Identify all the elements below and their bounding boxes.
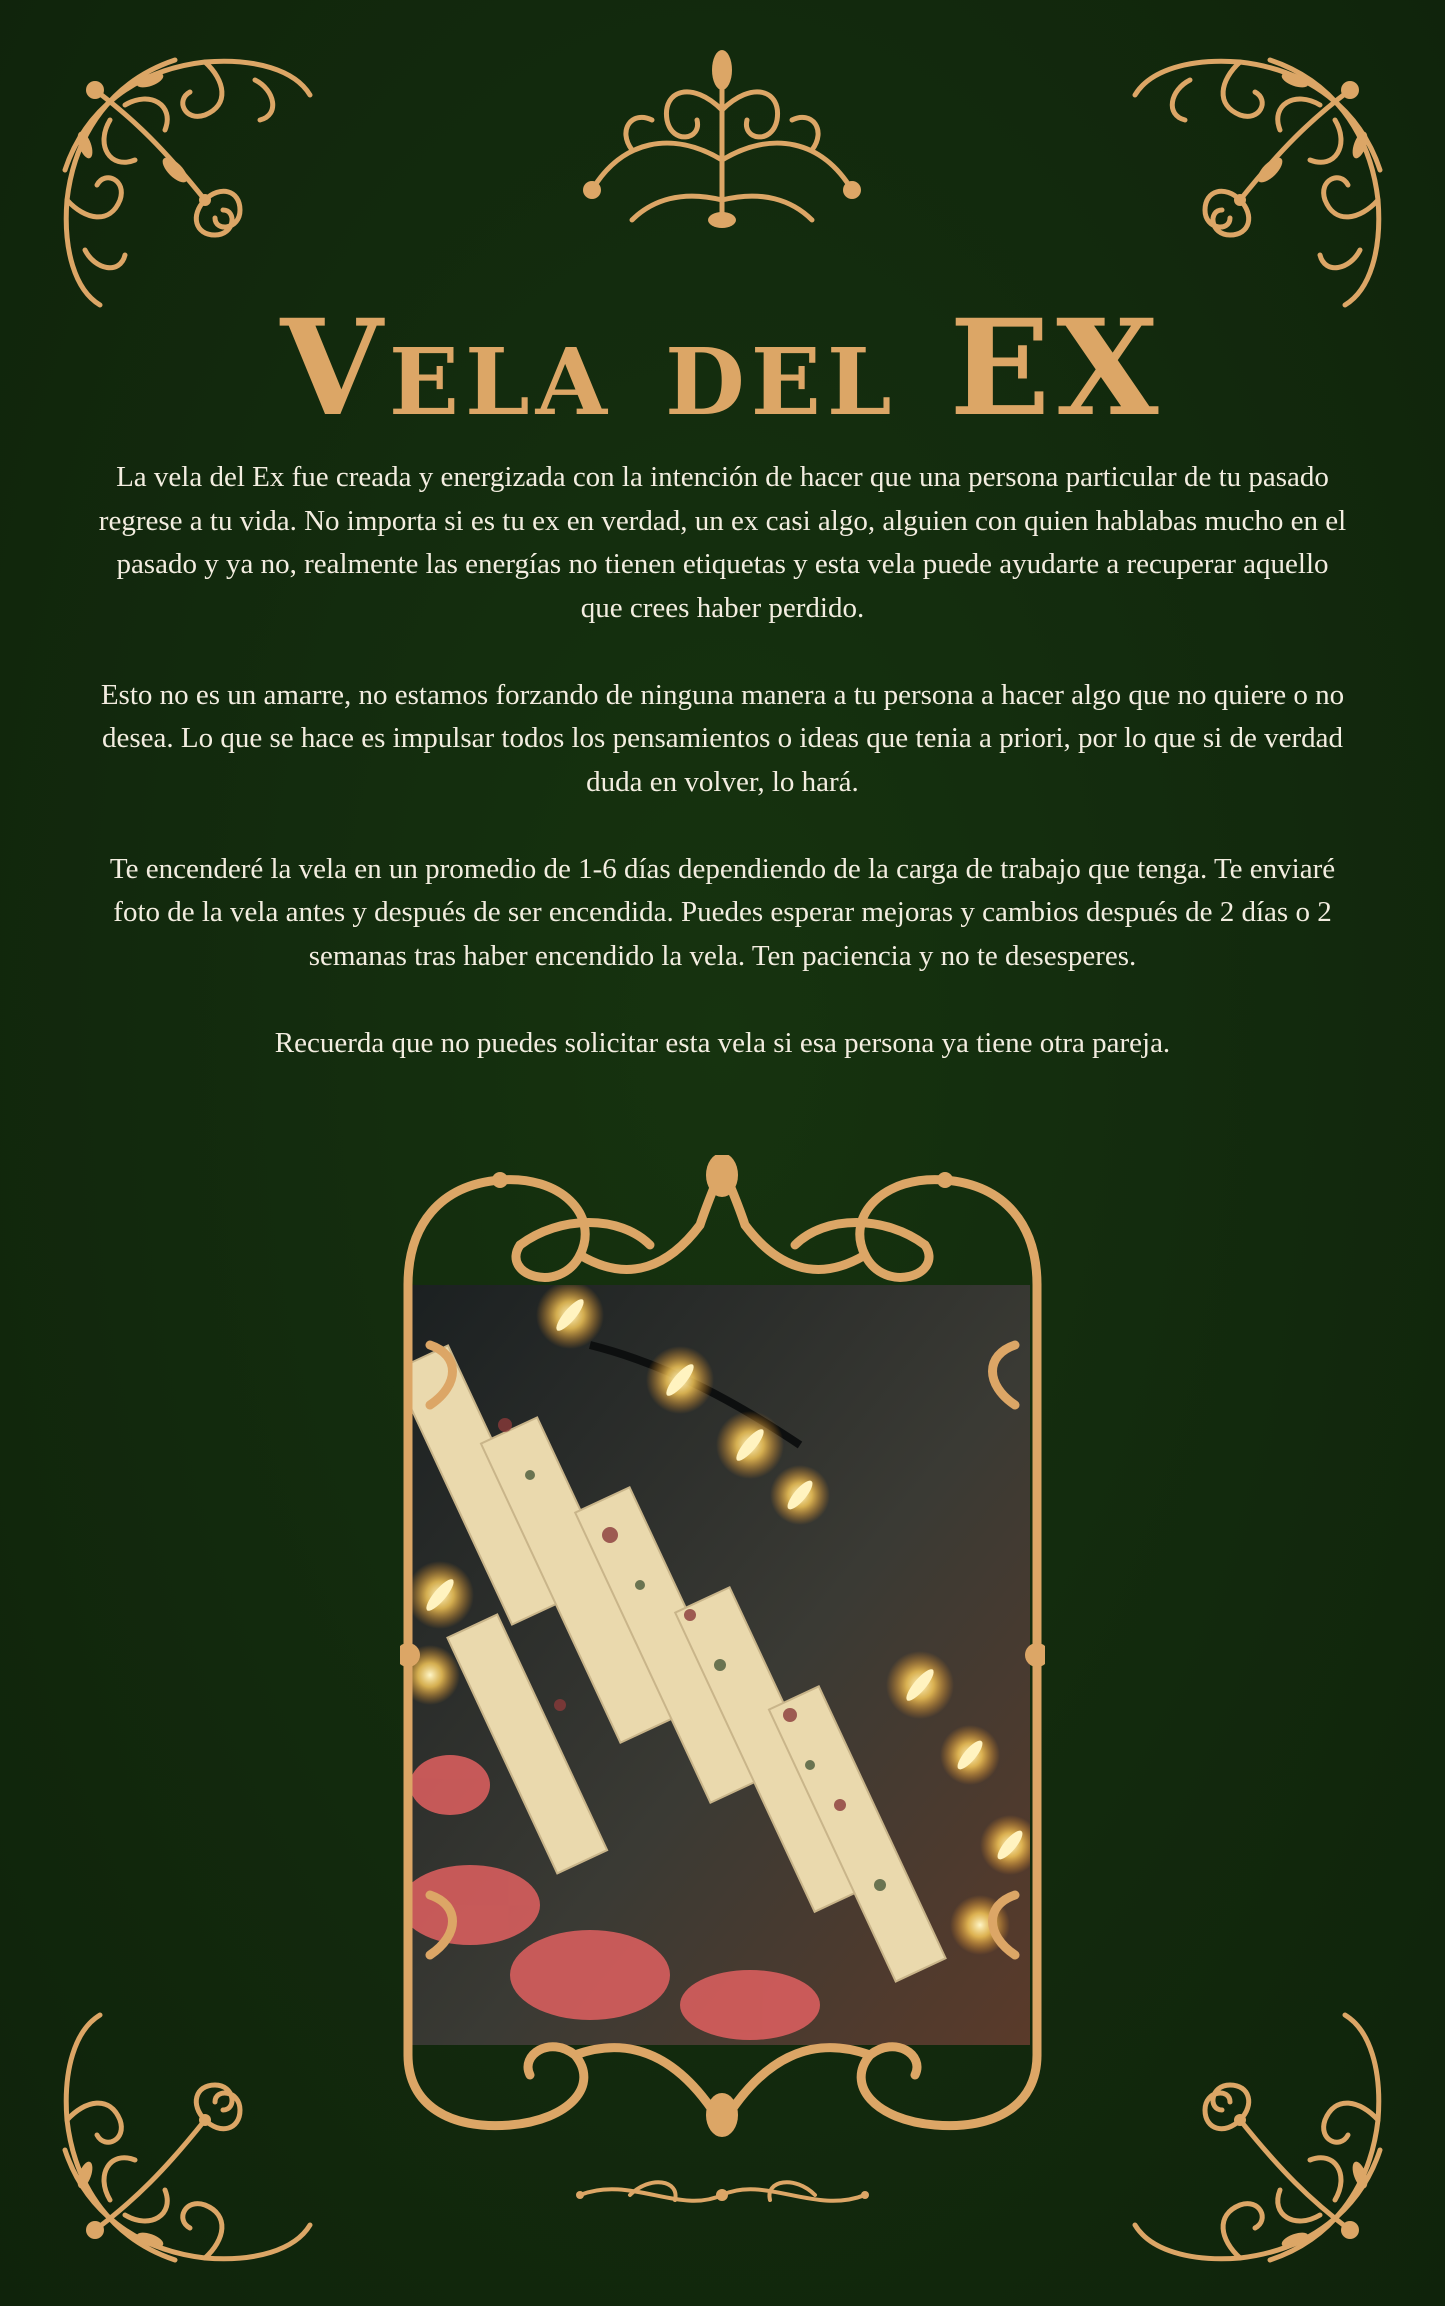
paragraph-intro: La vela del Ex fue creada y energizada con la intención de hacer que una persona particular de tu pasado regrese a tu vida. No importa si es tu ex en verdad, un ex casi algo, alguien con quien hablabas mucho en el pasado y ya no, realmente las energías no tienen etiquetas y esta vela puede ayudarte a recuperar aquello que crees haber perdido. [98,461,1347,624]
baroque-frame-icon [400,1155,1045,2140]
corner-ornament-bottom-left-icon [55,2005,320,2270]
corner-ornament-top-right-icon [1125,50,1390,315]
acanthus-top-center-icon [572,50,872,230]
paragraph-timing: Te encenderé la vela en un promedio de 1-6 días dependiendo de la carga de trabajo que tenga. Te enviaré foto de la vela antes y después de ser encendida. Puedes esperar mejoras y cambios después de 2 días o 2 semanas tras haber encendido la vela. Ten paciencia y no te desesperes. [109,852,1336,972]
corner-ornament-bottom-right-icon [1125,2005,1390,2270]
flourish-divider-icon [570,2165,875,2225]
description [95,456,1350,1109]
page-title: Vela del EX [280,291,1165,447]
candle-photo-frame [400,1155,1045,2140]
paragraph-warning: Recuerda que no puedes solicitar esta vela si esa persona ya tiene otra pareja. [274,1026,1171,1059]
corner-ornament-top-left-icon [55,50,320,315]
paragraph-not-binding: Esto no es un amarre, no estamos forzando de ninguna manera a tu persona a hacer algo que no quiere o no desea. Lo que se hace es impulsar todos los pensamientos o ideas que tenia a priori, por lo que si de verdad duda en volver, lo hará. [100,678,1345,798]
